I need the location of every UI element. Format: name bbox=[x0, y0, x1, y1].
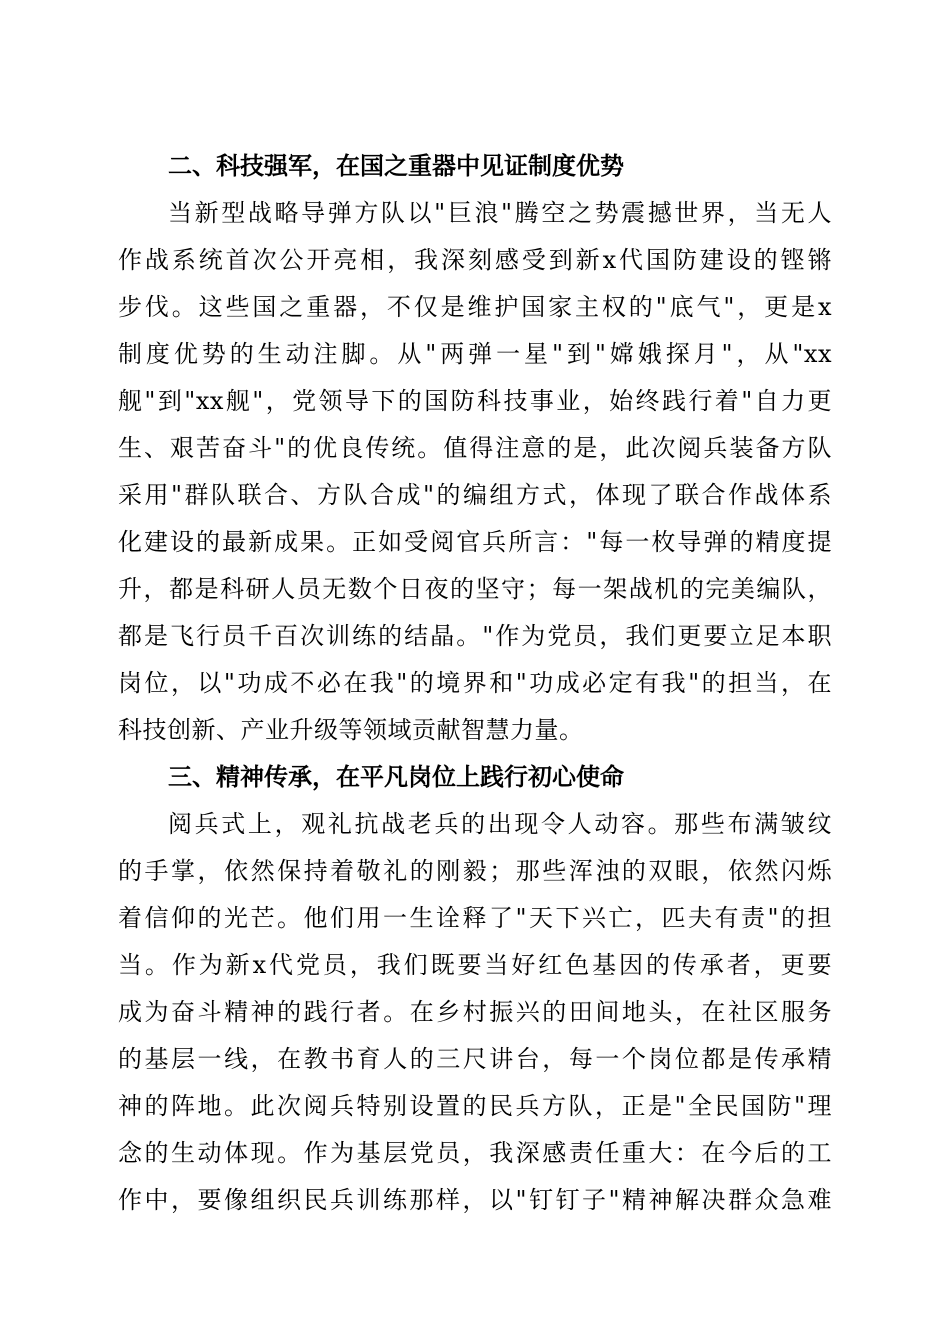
paragraph-line: 念的生动体现。作为基层党员，我深感责任重大：在今后的工 bbox=[118, 1139, 832, 1167]
paragraph-line: 神的阵地。此次阅兵特别设置的民兵方队，正是"全民国防"理 bbox=[118, 1092, 832, 1120]
paragraph-line: 都是飞行员千百次训练的结晶。"作为党员，我们更要立足本职 bbox=[118, 622, 832, 650]
paragraph-line: 科技创新、产业升级等领域贡献智慧力量。 bbox=[118, 716, 584, 744]
paragraph-line: 阅兵式上，观礼抗战老兵的出现令人动容。那些布满皱纹 bbox=[168, 810, 832, 838]
paragraph-line: 步伐。这些国之重器，不仅是维护国家主权的"底气"，更是x bbox=[118, 293, 832, 321]
document-page bbox=[118, 143, 832, 1224]
paragraph-line: 的手掌，依然保持着敬礼的刚毅；那些浑浊的双眼，依然闪烁 bbox=[118, 857, 832, 885]
paragraph-line: 作战系统首次公开亮相，我深刻感受到新x代国防建设的铿锵 bbox=[118, 246, 832, 274]
paragraph-line: 采用"群队联合、方队合成"的编组方式，体现了联合作战体系 bbox=[118, 481, 832, 509]
paragraph-line: 化建设的最新成果。正如受阅官兵所言："每一枚导弹的精度提 bbox=[118, 528, 832, 556]
paragraph-line: 作中，要像组织民兵训练那样，以"钉钉子"精神解决群众急难 bbox=[118, 1186, 832, 1214]
paragraph-line: 制度优势的生动注脚。从"两弹一星"到"嫦娥探月"，从"xx bbox=[118, 340, 832, 368]
section-heading-3: 三、精神传承，在平凡岗位上践行初心使命 bbox=[168, 763, 624, 791]
paragraph-line: 岗位，以"功成不必在我"的境界和"功成必定有我"的担当，在 bbox=[118, 669, 832, 697]
paragraph-line: 成为奋斗精神的践行者。在乡村振兴的田间地头，在社区服务 bbox=[118, 998, 832, 1026]
paragraph-line: 的基层一线，在教书育人的三尺讲台，每一个岗位都是传承精 bbox=[118, 1045, 832, 1073]
paragraph-line: 舰"到"xx舰"，党领导下的国防科技事业，始终践行着"自力更 bbox=[118, 387, 832, 415]
section-3-body bbox=[118, 801, 832, 1224]
paragraph-line: 着信仰的光芒。他们用一生诠释了"天下兴亡，匹夫有责"的担 bbox=[118, 904, 832, 932]
section-heading-2: 二、科技强军，在国之重器中见证制度优势 bbox=[168, 152, 624, 180]
paragraph-line: 当。作为新x代党员，我们既要当好红色基因的传承者，更要 bbox=[118, 951, 832, 979]
paragraph-line: 当新型战略导弹方队以"巨浪"腾空之势震撼世界，当无人 bbox=[168, 199, 832, 227]
paragraph-line: 升，都是科研人员无数个日夜的坚守；每一架战机的完美编队， bbox=[118, 575, 832, 603]
section-2-body bbox=[118, 190, 832, 754]
paragraph-line: 生、艰苦奋斗"的优良传统。值得注意的是，此次阅兵装备方队 bbox=[118, 434, 832, 462]
